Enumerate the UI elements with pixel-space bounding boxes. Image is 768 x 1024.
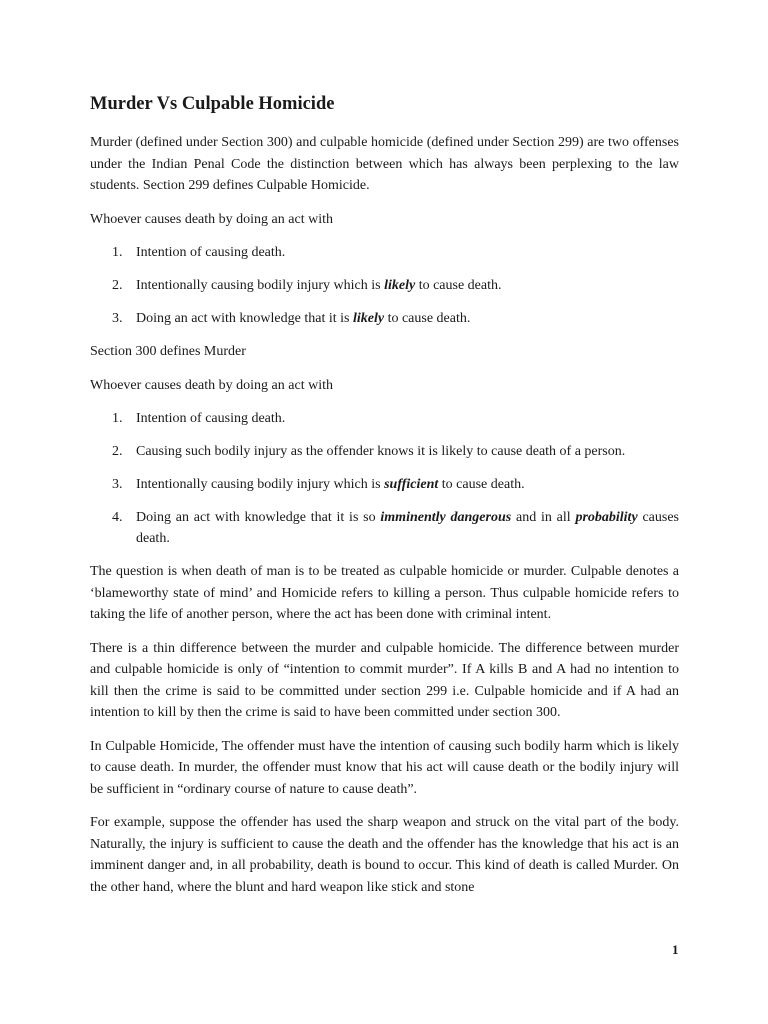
list-number: 1. [112,411,123,426]
list-text: to cause death. [384,311,471,326]
emphasis-text: probability [575,510,638,525]
list-text: to cause death. [438,477,525,492]
list-number: 3. [112,311,123,326]
list-item [90,474,679,495]
list-text: and in all [511,510,576,525]
section-300-lead: Whoever causes death by doing an act with [90,377,333,393]
page-title: Murder Vs Culpable Homicide [90,94,335,114]
list-text: Intention of causing death. [136,411,286,426]
list-text: Causing such bodily injury as the offender knows it is likely to cause death of a person. [136,444,626,459]
list-number: 4. [112,510,123,525]
culpable-homicide-paragraph: In Culpable Homicide, The offender must have the intention of causing such bodily harm which is likely to cause death. In murder, the offender must know that his act will cause death or the bodily injury will be sufficient in “ordinary course of nature to cause death”. [90,738,679,797]
list-number: 2. [112,444,123,459]
example-paragraph: For example, suppose the offender has used the sharp weapon and struck on the vital part of the body. Naturally, the injury is sufficient to cause the death and the offender has the knowledge that his act is an imminent danger and, in all probability, death is bound to occur. This kind of death is called Murder. On the other hand, where the blunt and hard weapon like stick and stone [90,815,679,895]
intro-paragraph: Murder (defined under Section 300) and culpable homicide (defined under Section 299) are two offenses under the Indian Penal Code the distinction between which has always been perplexing to the law students. Section 299 defines Culpable Homicide. [90,135,679,193]
list-text: causes death. [136,510,679,546]
list-number: 1. [112,245,123,260]
emphasis-text: likely [384,278,416,293]
difference-paragraph: There is a thin difference between the murder and culpable homicide. The difference between murder and culpable homicide is only of “intention to commit murder”. If A kills B and A had no intention to kill then the crime is said to be committed under section 299 i.e. Culpable homicide and if A had an intention to kill by then the crime is said to have been committed under section 300. [90,640,679,720]
list-text: to cause death. [415,278,502,293]
list-text: Intentionally causing bodily injury which is [136,477,385,492]
emphasis-text: likely [352,311,385,326]
section-300-list [90,408,679,549]
section-299-lead: Whoever causes death by doing an act with [90,211,333,227]
list-item [90,308,679,329]
list-number: 2. [112,278,123,293]
list-item [90,507,679,549]
question-paragraph: The question is when death of man is to be treated as culpable homicide or murder. Culpable denotes a ‘blameworthy state of mind’ and Homicide refers to killing a person. Thus culpable homicide refers to taking the life of another person, where the act has been done with criminal intent. [90,564,679,622]
emphasis-text: imminently dangerous [380,510,512,525]
section-299-list [90,242,679,329]
list-text: Doing an act with knowledge that it is [136,311,353,326]
list-text: Intentionally causing bodily injury which is [136,278,385,293]
list-item [90,408,679,429]
page-number: 1 [672,942,679,957]
emphasis-text: sufficient [384,477,439,492]
list-item [90,242,679,263]
list-text: Doing an act with knowledge that it is so [136,510,381,525]
list-text: Intention of causing death. [136,245,286,260]
list-item [90,441,679,462]
document-page [90,92,679,910]
section-300-heading: Section 300 defines Murder [90,344,246,359]
list-item [90,275,679,296]
list-number: 3. [112,477,123,492]
